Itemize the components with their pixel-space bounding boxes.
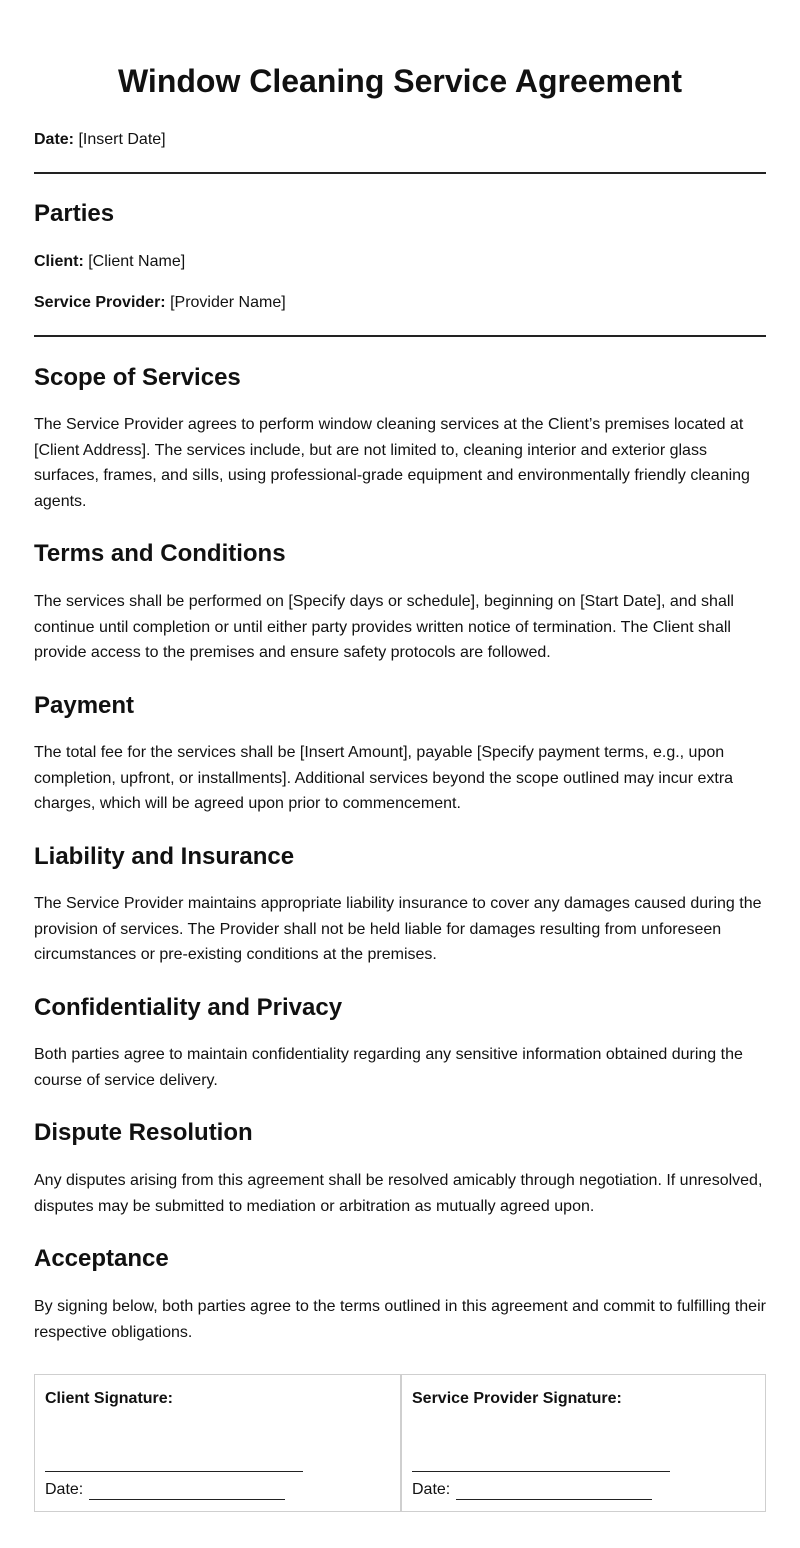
provider-value: [Provider Name] [170, 294, 286, 311]
document-title: Window Cleaning Service Agreement [118, 63, 682, 99]
provider-date-label: Date: [412, 1481, 451, 1498]
parties-heading: Parties [34, 200, 115, 227]
section-heading-liability: Liability and Insurance [34, 843, 295, 870]
provider-date-blank[interactable] [456, 1483, 652, 1500]
client-signature-date [45, 1480, 285, 1500]
divider [34, 335, 766, 337]
section-heading-scope: Scope of Services [34, 364, 241, 391]
section-body-confidentiality: Both parties agree to maintain confidentiality regarding any sensitive information obtained during the course of service delivery. [34, 1046, 743, 1089]
client-date-blank[interactable] [89, 1483, 285, 1500]
client-signature-cell [35, 1375, 400, 1511]
provider-signature-date [412, 1480, 652, 1500]
client-signature-line[interactable] [45, 1471, 303, 1472]
section-heading-payment: Payment [34, 692, 135, 719]
section-heading-dispute: Dispute Resolution [34, 1119, 253, 1146]
signature-table [34, 1374, 766, 1512]
provider-signature-line[interactable] [412, 1471, 670, 1472]
section-body-liability: The Service Provider maintains appropriate liability insurance to cover any damages caused during the provision of services. The Provider shall not be held liable for damages resulting from unforeseen circumstances or pre-existing conditions at the premises. [34, 895, 762, 963]
section-body-scope: The Service Provider agrees to perform window cleaning services at the Client’s premises located at [Client Address]. The services include, but are not limited to, cleaning interior and exterior glass surfaces, frames, and sills, using professional-grade equipment and environmentally friendly cleaning agents. [34, 416, 750, 510]
section-body-terms: The services shall be performed on [Specify days or schedule], beginning on [Start Date], and shall continue until completion or until either party provides written notice of termination. The Client shall provide access to the premises and ensure safety protocols are followed. [34, 593, 734, 661]
client-date-label: Date: [45, 1481, 84, 1498]
client-value: [Client Name] [88, 253, 186, 270]
provider-signature-label: Service Provider Signature: [412, 1390, 622, 1407]
section-body-payment: The total fee for the services shall be [Insert Amount], payable [Specify payment terms, e.g., upon completion, upfront, or installments]. Additional services beyond the scope outlined may incur extra charges, which will be agreed upon prior to commencement. [34, 744, 734, 812]
client-signature-label: Client Signature: [45, 1390, 174, 1407]
section-body-acceptance: By signing below, both parties agree to the terms outlined in this agreement and commit to fulfilling their respective obligations. [34, 1298, 766, 1341]
provider-signature-cell [400, 1375, 765, 1511]
section-heading-terms: Terms and Conditions [34, 540, 286, 567]
section-heading-confidentiality: Confidentiality and Privacy [34, 994, 343, 1021]
provider-line [34, 293, 286, 313]
date-label: Date: [34, 131, 75, 148]
divider [34, 172, 766, 174]
provider-label: Service Provider: [34, 294, 166, 311]
client-line [34, 252, 185, 272]
section-body-dispute: Any disputes arising from this agreement shall be resolved amicably through negotiation. If unresolved, disputes may be submitted to mediation or arbitration as mutually agreed upon. [34, 1172, 763, 1215]
date-value: [Insert Date] [78, 131, 166, 148]
client-label: Client: [34, 253, 84, 270]
section-heading-acceptance: Acceptance [34, 1245, 169, 1272]
agreement-date [34, 130, 166, 150]
